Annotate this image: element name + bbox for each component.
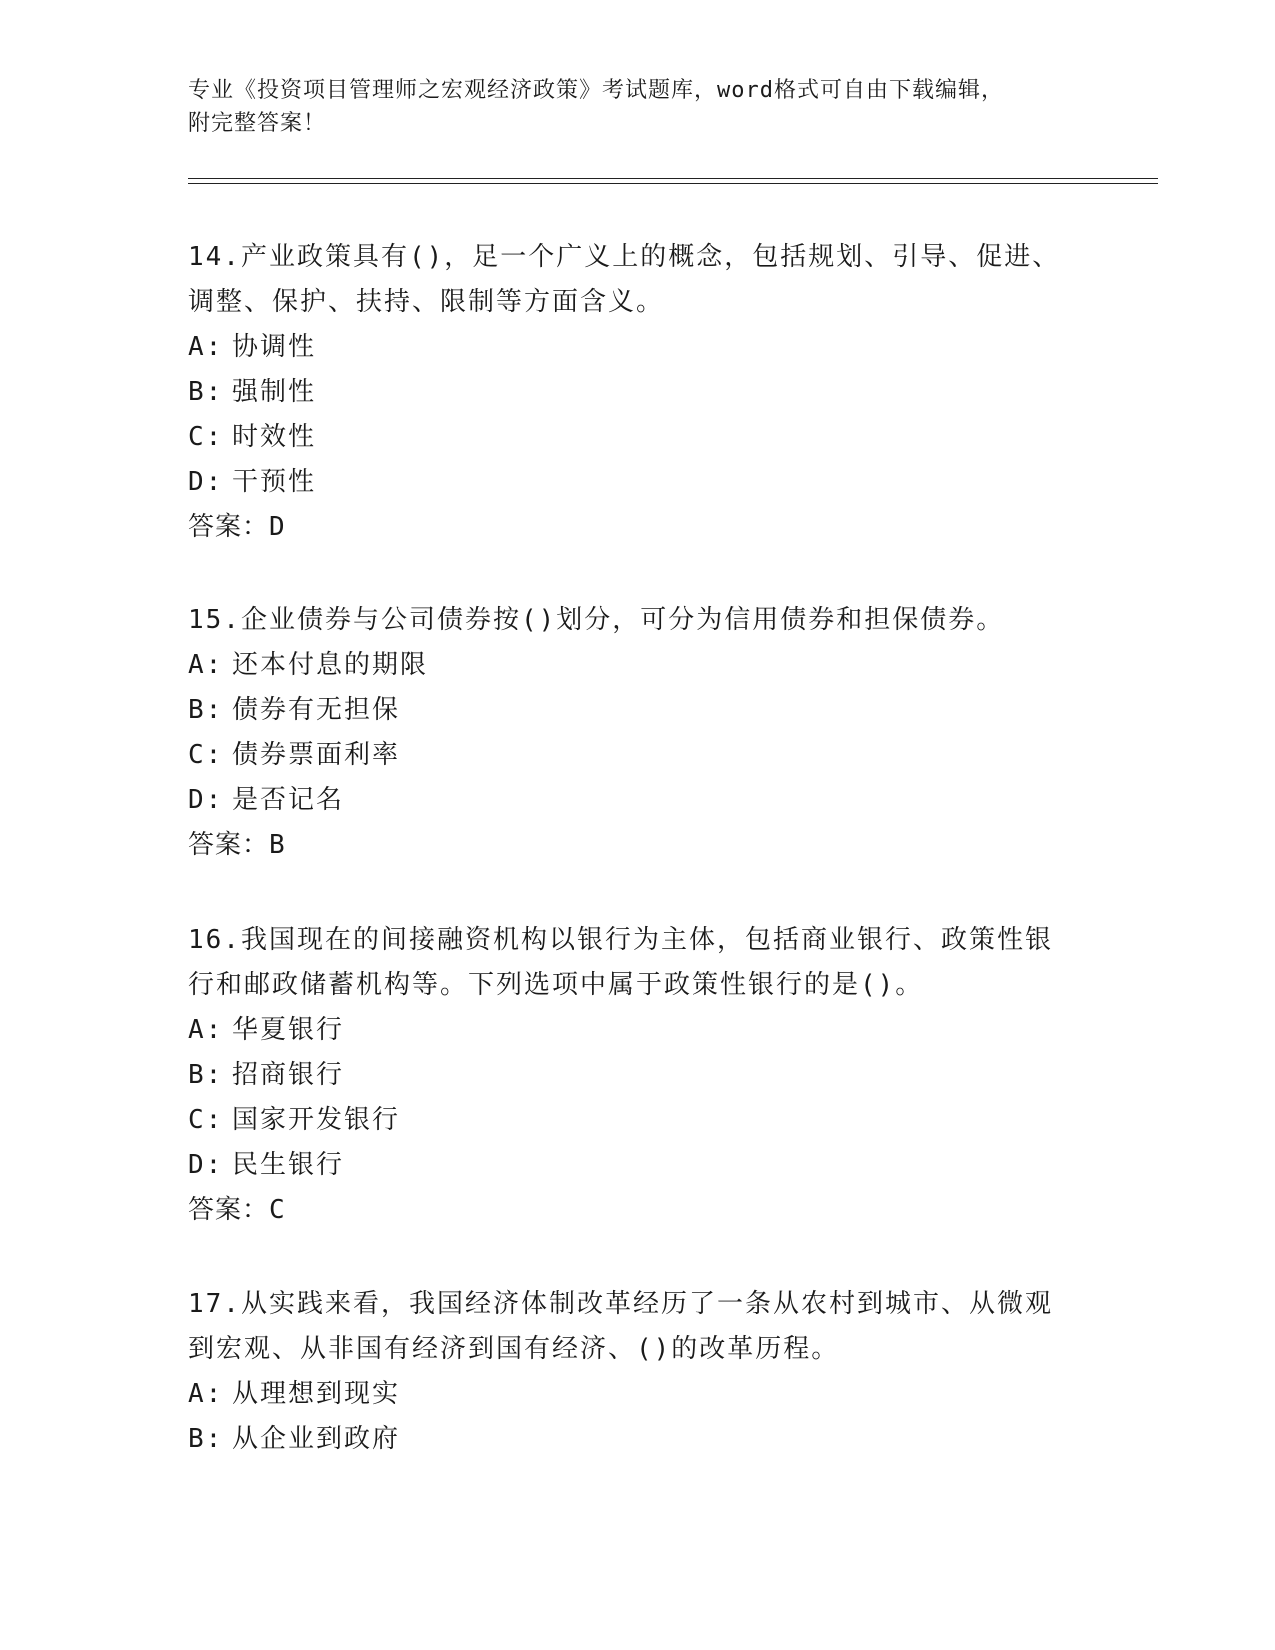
question-stem-line: 15.企业债券与公司债券按()划分，可分为信用债券和担保债券。	[188, 605, 1005, 635]
answer-value: B	[269, 830, 286, 860]
option-text: 华夏银行	[232, 1015, 345, 1045]
option-a	[188, 643, 1088, 688]
option-d	[188, 460, 1088, 505]
option-key: B:	[188, 1424, 224, 1454]
option-key: C:	[188, 740, 224, 770]
question-16	[188, 918, 1088, 1233]
option-a	[188, 325, 1088, 370]
option-c	[188, 1098, 1088, 1143]
answer-value: C	[269, 1195, 286, 1225]
question-stem-line: 17.从实践来看，我国经济体制改革经历了一条从农村到城市、从微观	[188, 1289, 1053, 1319]
option-text: 债券有无担保	[232, 695, 401, 725]
question-15	[188, 598, 1088, 868]
answer-label: 答案：	[188, 1195, 270, 1225]
option-text: 是否记名	[232, 785, 345, 815]
header-line-1: 专业《投资项目管理师之宏观经济政策》考试题库，word格式可自由下载编辑，	[188, 78, 1004, 103]
question-stem-line: 到宏观、从非国有经济到国有经济、()的改革历程。	[188, 1334, 840, 1364]
header-divider-top	[188, 178, 1158, 179]
option-key: C:	[188, 1105, 224, 1135]
question-17	[188, 1282, 1088, 1462]
option-text: 民生银行	[232, 1150, 345, 1180]
option-text: 干预性	[232, 467, 317, 497]
option-text: 招商银行	[232, 1060, 345, 1090]
option-key: B:	[188, 377, 224, 407]
answer-line	[188, 1188, 1088, 1233]
question-stem-line: 行和邮政储蓄机构等。下列选项中属于政策性银行的是()。	[188, 970, 924, 1000]
option-key: A:	[188, 1015, 224, 1045]
option-d	[188, 778, 1088, 823]
header-divider-bottom	[188, 183, 1158, 184]
answer-value: D	[269, 512, 286, 542]
option-text: 还本付息的期限	[232, 650, 429, 680]
option-b	[188, 1417, 1088, 1462]
option-text: 从企业到政府	[232, 1424, 401, 1454]
question-stem-line: 调整、保护、扶持、限制等方面含义。	[188, 287, 665, 317]
option-text: 从理想到现实	[232, 1379, 401, 1409]
option-d	[188, 1143, 1088, 1188]
option-key: B:	[188, 695, 224, 725]
option-key: D:	[188, 467, 224, 497]
option-b	[188, 1053, 1088, 1098]
option-key: A:	[188, 650, 224, 680]
option-key: A:	[188, 1379, 224, 1409]
option-a	[188, 1372, 1088, 1417]
question-stem-line: 14.产业政策具有()，足一个广义上的概念，包括规划、引导、促进、	[188, 242, 1061, 272]
option-a	[188, 1008, 1088, 1053]
document-header	[188, 74, 1088, 140]
option-key: A:	[188, 332, 224, 362]
option-b	[188, 370, 1088, 415]
option-b	[188, 688, 1088, 733]
option-text: 强制性	[232, 377, 317, 407]
option-text: 债券票面利率	[232, 740, 401, 770]
answer-line	[188, 505, 1088, 550]
option-text: 时效性	[232, 422, 317, 452]
option-text: 协调性	[232, 332, 317, 362]
option-c	[188, 733, 1088, 778]
answer-label: 答案：	[188, 830, 270, 860]
option-key: D:	[188, 1150, 224, 1180]
option-key: C:	[188, 422, 224, 452]
option-c	[188, 415, 1088, 460]
header-line-2: 附完整答案！	[188, 111, 327, 136]
option-key: B:	[188, 1060, 224, 1090]
answer-label: 答案：	[188, 512, 270, 542]
answer-line	[188, 823, 1088, 868]
option-key: D:	[188, 785, 224, 815]
question-stem-line: 16.我国现在的间接融资机构以银行为主体，包括商业银行、政策性银	[188, 925, 1053, 955]
option-text: 国家开发银行	[232, 1105, 401, 1135]
question-14	[188, 235, 1088, 550]
